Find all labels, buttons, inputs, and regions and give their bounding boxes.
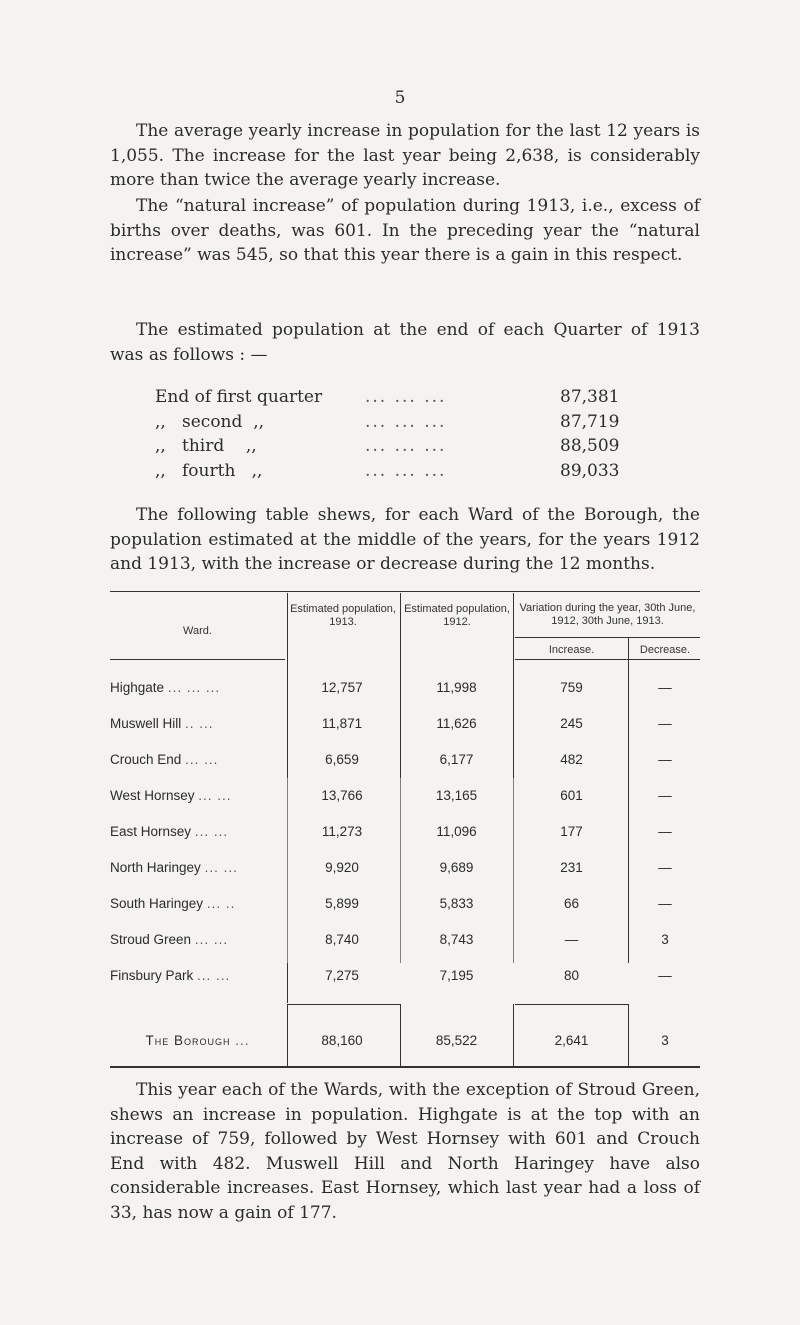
pop-1912-cell: 13,165: [435, 788, 478, 803]
page-number: 5: [394, 88, 406, 108]
paragraph-text: This year each of the Wards, with the exception of Stroud Green, shews an increase in population. Highgate is at the top with an increase of 759, followed by West Hornsey with 601 and Crouch End with 482. Muswell Hill and North Haringey have also considerable increases. East Hornsey, which last year had a loss of 33, has now a gain of 177.: [110, 1080, 700, 1223]
quarter-row: [155, 459, 655, 484]
paragraph-text: The “natural increase” of population during 1913, i.e., excess of births over deaths, was 601. In the preceding year the “natural increase” was 545, so that this year there is a gain in this respect.: [110, 196, 700, 265]
increase-total: 2,641: [554, 1033, 589, 1048]
decrease-cell: —: [658, 788, 672, 803]
pop-1912-cell: 9,689: [439, 860, 474, 875]
table-row: [110, 822, 700, 842]
header-sub-rule: [515, 637, 700, 638]
pop-1913-cell: 9,920: [325, 860, 359, 875]
header-pop-1913: Estimated population, 1913.: [290, 603, 396, 628]
pop-1913-total: 88,160: [321, 1033, 363, 1048]
header-ward: Ward.: [183, 625, 212, 637]
quarter-label: ,, third ,,: [155, 436, 257, 456]
header-bottom-rule: [515, 659, 700, 660]
pop-1912-cell: 5,833: [439, 896, 474, 911]
table-row: [110, 894, 700, 914]
total-label: The Borough ...: [145, 1033, 250, 1048]
ward-name: South Haringey ... ..: [110, 896, 236, 911]
pop-1913-cell: 5,899: [325, 896, 359, 911]
header-decrease: Decrease.: [639, 644, 691, 656]
quarter-value: 89,033: [560, 460, 620, 481]
table-row: [110, 930, 700, 950]
increase-cell: 80: [563, 968, 580, 983]
decrease-cell: —: [658, 824, 672, 839]
paragraph-average-increase: [110, 119, 700, 193]
quarter-label: ,, fourth ,,: [155, 460, 263, 481]
table-row: [110, 750, 700, 770]
decrease-cell: —: [658, 752, 672, 767]
pop-1913-cell: 11,273: [321, 824, 363, 839]
table-row: [110, 858, 700, 878]
table-row: [110, 678, 700, 698]
quarter-population-list: [155, 385, 655, 483]
decrease-cell: —: [658, 716, 672, 731]
decrease-total: 3: [661, 1033, 669, 1048]
pop-1912-cell: 7,195: [439, 968, 474, 983]
header-pop-1912: Estimated population, 1912.: [404, 603, 510, 628]
pop-1912-cell: 11,096: [436, 824, 477, 839]
quarter-value: 87,719: [560, 411, 620, 432]
increase-cell: 231: [560, 860, 583, 875]
table-bottom-rule: [110, 1066, 700, 1068]
increase-cell: 245: [560, 716, 583, 731]
paragraph-table-intro: [110, 503, 700, 577]
increase-cell: 759: [560, 680, 583, 695]
pop-1913-cell: 7,275: [325, 968, 359, 983]
ward-name: West Hornsey ... ...: [110, 788, 232, 803]
paragraph-quarter-intro: [110, 318, 700, 367]
ward-name: Crouch End ... ...: [110, 752, 219, 767]
total-row: [110, 1031, 700, 1051]
table-row: [110, 786, 700, 806]
increase-cell: 177: [560, 824, 583, 839]
ward-name: Finsbury Park ... ...: [110, 968, 231, 983]
decrease-cell: —: [658, 860, 672, 875]
increase-cell: —: [564, 932, 579, 947]
pop-1912-cell: 6,177: [439, 752, 474, 767]
paragraph-text: The following table shews, for each Ward of the Borough, the population estimated at the middle of the years, for the years 1912 and 1913, with the increase or decrease during the 12 months.: [110, 505, 700, 574]
decrease-cell: —: [658, 896, 672, 911]
header-increase: Increase.: [548, 644, 595, 656]
ward-name: Muswell Hill .. ...: [110, 716, 214, 731]
pop-1912-total: 85,522: [435, 1033, 478, 1048]
pop-1912-cell: 11,998: [436, 680, 477, 695]
quarter-value: 88,509: [560, 436, 620, 456]
quarter-value: 87,381: [560, 387, 620, 407]
header-variation: Variation during the year, 30th June, 1912, 30th June, 1913.: [519, 602, 696, 627]
ward-name: Stroud Green ... ...: [110, 932, 229, 947]
pop-1913-cell: 11,871: [321, 716, 363, 731]
quarter-label: ,, second ,,: [155, 411, 265, 432]
pop-1913-cell: 6,659: [325, 752, 359, 767]
total-separator-rule: [287, 1004, 400, 1005]
ward-name: North Haringey ... ...: [110, 860, 238, 875]
paragraph-text: The estimated population at the end of each Quarter of 1913 was as follows : —: [110, 320, 700, 365]
ward-name: Highgate ... ... ...: [110, 680, 221, 695]
table-top-rule: [110, 591, 700, 592]
leader-dots: ... ... ...: [365, 411, 447, 432]
pop-1912-cell: 11,626: [436, 716, 477, 731]
quarter-row: [155, 410, 655, 435]
table-row: [110, 966, 700, 986]
pop-1913-cell: 12,757: [321, 680, 363, 695]
leader-dots: ... ... ...: [365, 436, 447, 456]
quarter-row: [155, 434, 655, 459]
paragraph-text: The average yearly increase in population for the last 12 years is 1,055. The increase for the last year being 2,638, is considerably more than twice the average yearly increase.: [110, 121, 700, 190]
total-separator-rule: [515, 1004, 628, 1005]
quarter-row: [155, 385, 655, 410]
quarter-label: End of first quarter: [155, 387, 323, 407]
increase-cell: 482: [560, 752, 583, 767]
header-bottom-rule: [110, 659, 285, 660]
pop-1913-cell: 13,766: [321, 788, 363, 803]
leader-dots: ... ... ...: [365, 387, 447, 407]
pop-1912-cell: 8,743: [439, 932, 474, 947]
increase-cell: 66: [563, 896, 580, 911]
pop-1913-cell: 8,740: [325, 932, 359, 947]
leader-dots: ... ... ...: [365, 460, 447, 481]
table-row: [110, 714, 700, 734]
paragraph-natural-increase: [110, 194, 700, 268]
decrease-cell: —: [658, 680, 672, 695]
increase-cell: 601: [560, 788, 583, 803]
column-divider: [287, 963, 288, 1003]
ward-name: East Hornsey ... ...: [110, 824, 229, 839]
paragraph-ward-summary: [110, 1078, 700, 1225]
decrease-cell: —: [658, 968, 672, 983]
decrease-cell: 3: [661, 932, 669, 947]
